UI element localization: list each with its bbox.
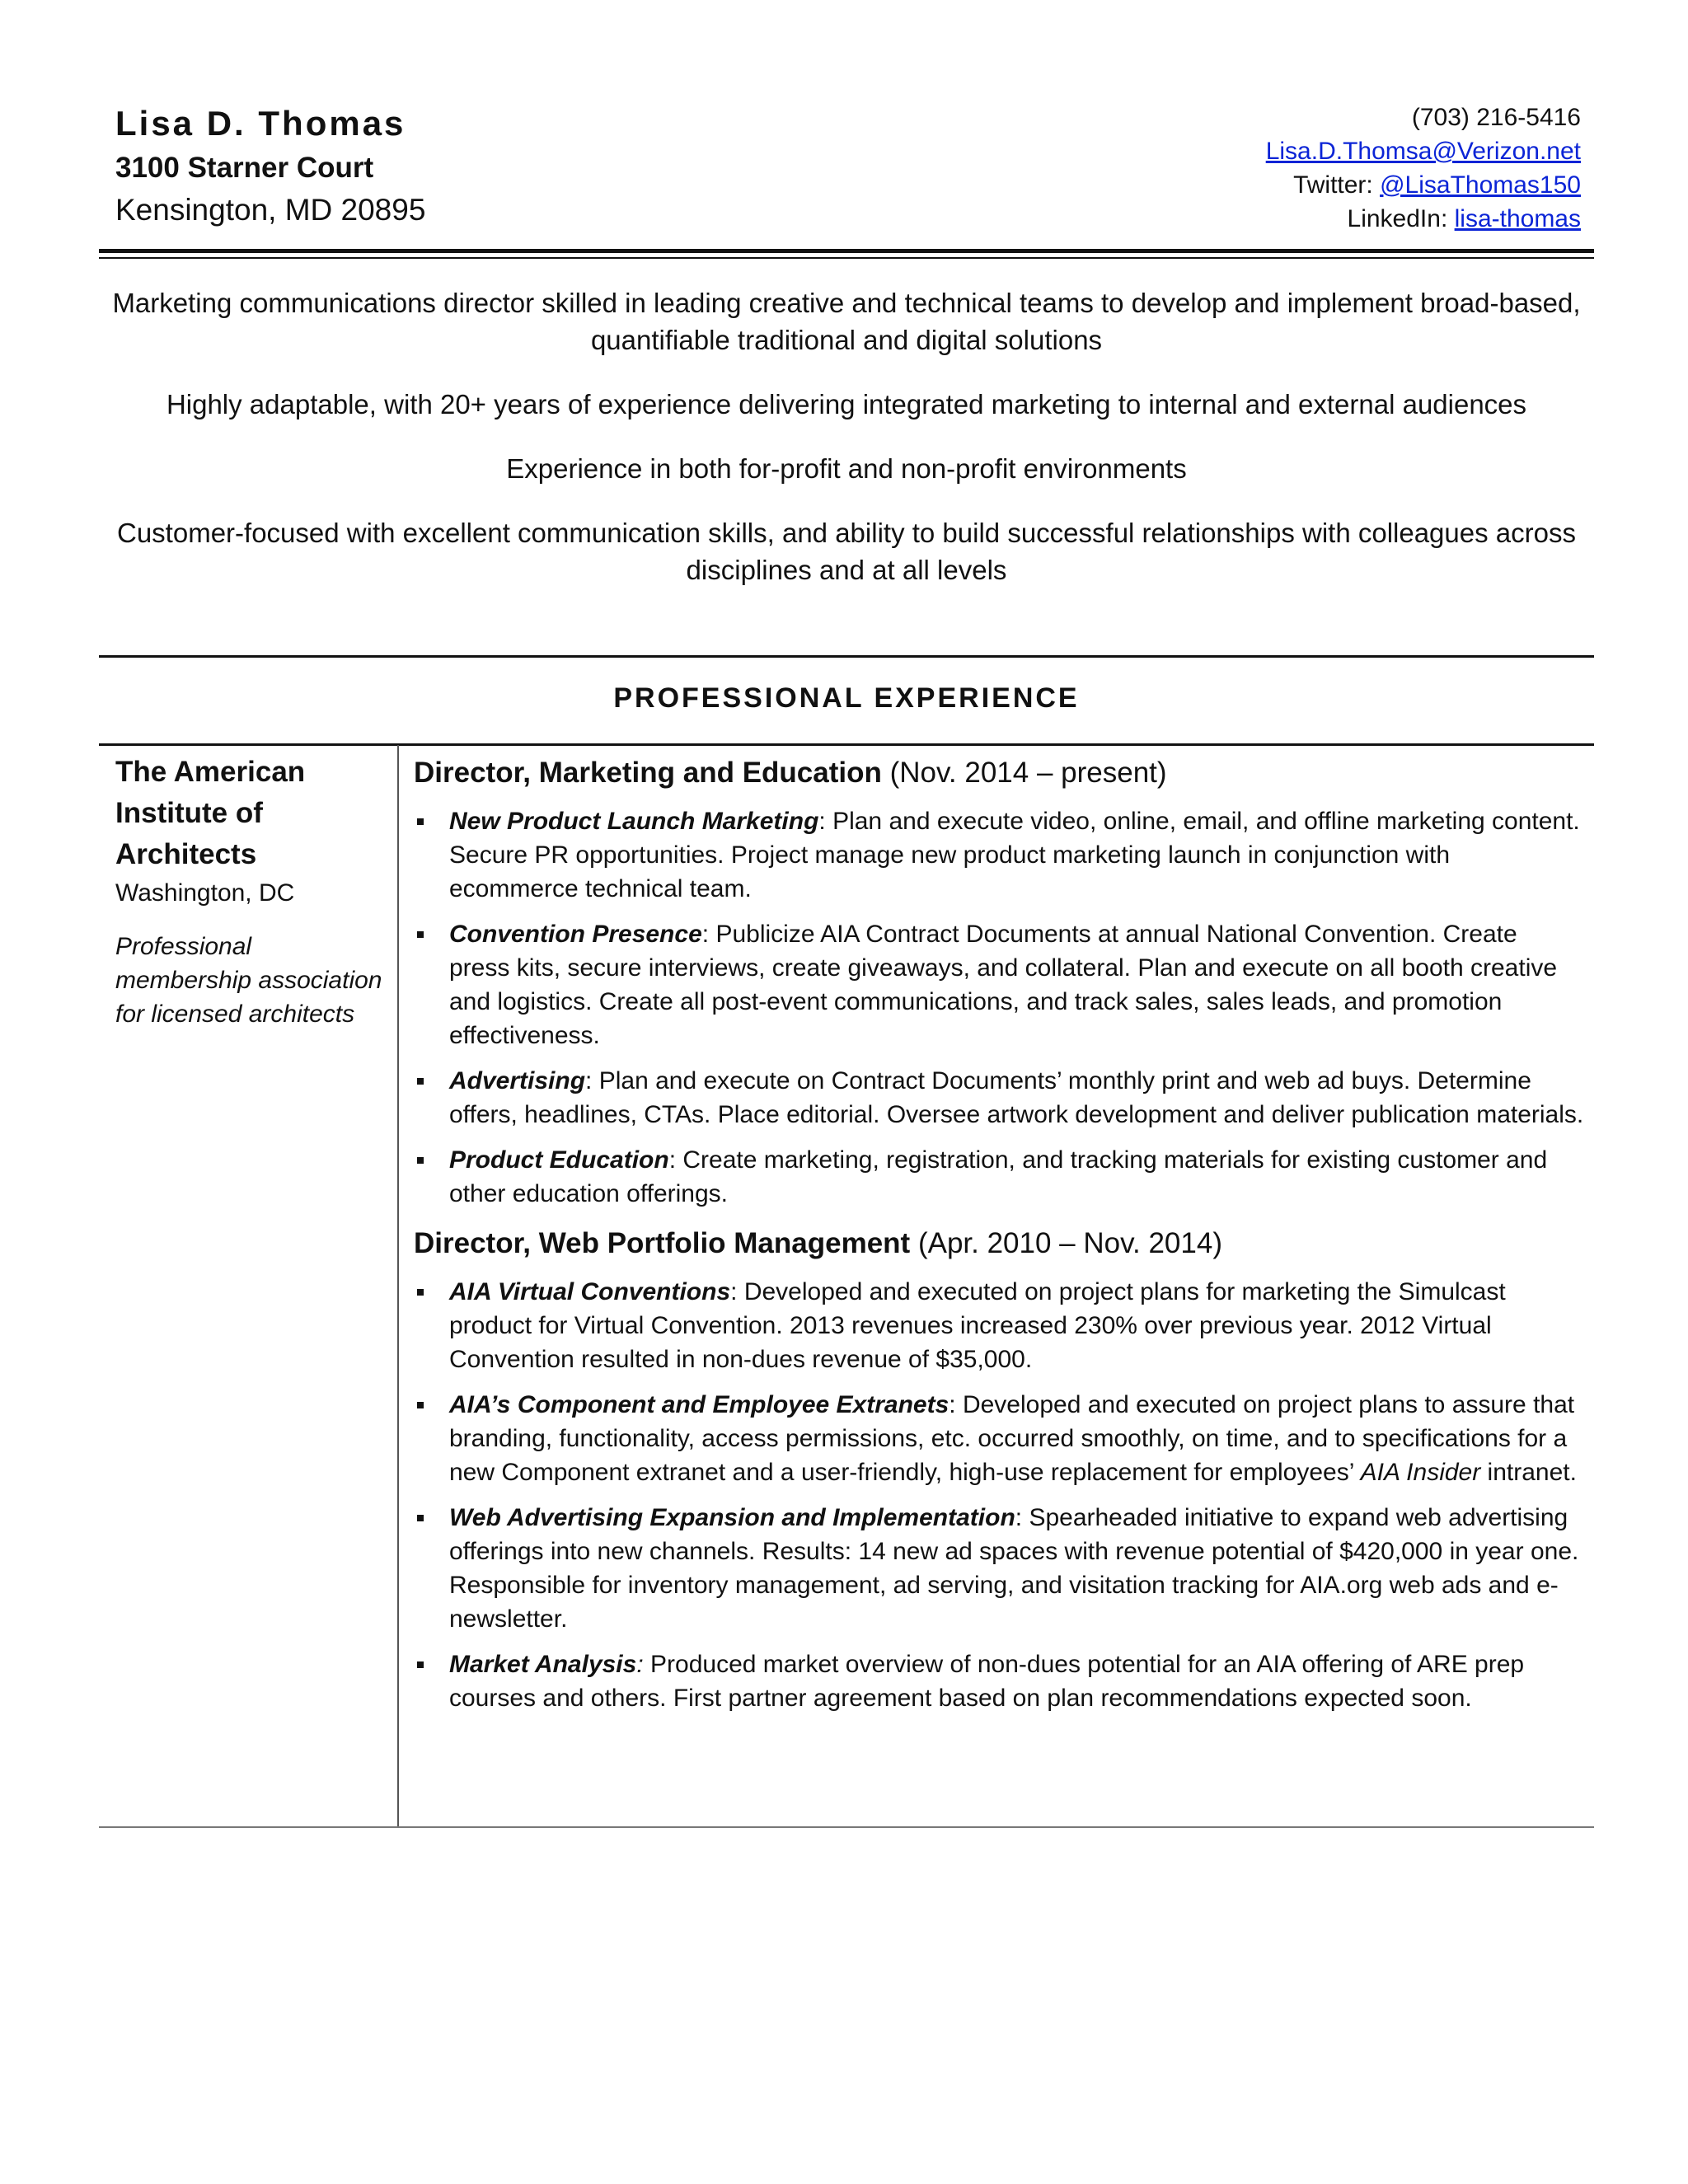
bullet-lead: AIA Virtual Conventions <box>449 1278 731 1305</box>
bullet-lead: Web Advertising Expansion and Implementation <box>449 1504 1015 1531</box>
linkedin-link[interactable]: lisa-thomas <box>1454 205 1581 232</box>
role-dates: (Nov. 2014 – present) <box>889 757 1167 789</box>
organization-column <box>115 752 387 1031</box>
bullet-square-icon <box>417 1661 424 1668</box>
organization-description: Professional membership association for licensed architects <box>115 933 382 1028</box>
list-item <box>414 1388 1584 1489</box>
bullet-lead: Advertising <box>449 1067 586 1094</box>
bullet-text: Publicize AIA Contract Documents at annual National Convention. Create press kits, secure interviews, create giveaways, and collateral. Plan and execute on all booth creative and logistics. Create all post-event communications, and track sales, sales leads, and promotion effectiveness. <box>449 921 1558 1049</box>
bullet-lead: Convention Presence <box>449 921 702 948</box>
bullet-separator: : <box>585 1067 593 1094</box>
bullet-square-icon <box>417 1157 424 1164</box>
bullet-lead: New Product Launch Marketing <box>449 808 819 835</box>
section-divider-bottom <box>99 743 1594 746</box>
bullet-square-icon <box>417 1289 424 1296</box>
bullet-text: Spearheaded initiative to expand web advertising offerings into new channels. Results: 14 new ad spaces with revenue potential of $420,000 in year one. Responsible for inventory management, ad serving, and visitation tracking for AIA.org web ads and e-newsletter. <box>449 1504 1579 1633</box>
bullet-square-icon <box>417 931 424 938</box>
contact-block-left <box>115 101 425 231</box>
bullet-text: Developed and executed on project plans for marketing the Simulcast product for Virtual Convention. 2013 revenues increased 230% over previous year. 2012 Virtual Convention resulted in non-dues revenue of $35,000. <box>449 1278 1506 1373</box>
list-item <box>414 804 1584 906</box>
bullet-text: Plan and execute video, online, email, and offline marketing content. Secure PR opportunities. Project manage new product marketing launch in conjunction with ecommerce technical team. <box>449 808 1580 902</box>
twitter-label: Twitter: <box>1293 171 1381 199</box>
list-item <box>414 1501 1584 1636</box>
section-heading: PROFESSIONAL EXPERIENCE <box>613 682 1080 714</box>
organization-name: The American Institute of Architects <box>115 756 306 870</box>
summary-line: Marketing communications director skilled in leading creative and technical teams to develop and implement broad-based, quantifiable traditional and digital solutions <box>112 288 1581 355</box>
summary-line: Experience in both for-profit and non-profit environments <box>506 453 1187 484</box>
bullet-separator: : <box>818 808 826 835</box>
summary-line: Highly adaptable, with 20+ years of experience delivering integrated marketing to internal and external audiences <box>166 389 1527 419</box>
role-heading <box>414 1222 1584 1265</box>
bullet-text-tail: intranet. <box>1480 1459 1577 1486</box>
header-divider-thin <box>99 257 1594 259</box>
list-item <box>414 1143 1584 1211</box>
experience-bottom-rule <box>99 1826 1594 1828</box>
bullet-separator: : <box>668 1146 677 1174</box>
list-item <box>414 1064 1584 1132</box>
bullet-lead: AIA’s Component and Employee Extranets <box>449 1391 950 1418</box>
list-item <box>414 1275 1584 1376</box>
bullet-square-icon <box>417 818 424 825</box>
linkedin-label: LinkedIn: <box>1347 205 1455 232</box>
bullet-separator: : <box>701 921 710 948</box>
street-address: 3100 Starner Court <box>115 152 374 184</box>
bullet-text: Create marketing, registration, and tracking materials for existing customer and other education offerings. <box>449 1146 1548 1207</box>
section-divider-top <box>99 655 1594 658</box>
summary-line: Customer-focused with excellent communication skills, and ability to build successful relationships with colleagues across disciplines and at all levels <box>117 518 1576 585</box>
summary-section <box>107 284 1586 616</box>
header-divider-thick <box>99 249 1594 253</box>
bullet-square-icon <box>417 1515 424 1521</box>
bullet-lead: Product Education <box>449 1146 669 1174</box>
bullet-separator: : <box>730 1278 738 1305</box>
list-item <box>414 917 1584 1052</box>
contact-block-right <box>1266 101 1581 236</box>
organization-location: Washington, DC <box>115 879 295 907</box>
bullet-lead: Market Analysis <box>449 1651 637 1678</box>
list-item <box>414 1647 1584 1715</box>
city-state-zip: Kensington, MD 20895 <box>115 193 426 227</box>
roles-column <box>414 752 1584 1727</box>
role-bullets <box>414 804 1584 1211</box>
bullet-text: Produced market overview of non-dues potential for an AIA offering of ARE prep courses and others. First partner agreement based on plan recommendations expected soon. <box>449 1651 1525 1712</box>
candidate-name: Lisa D. Thomas <box>115 104 406 143</box>
role-title: Director, Web Portfolio Management <box>414 1227 911 1259</box>
twitter-link[interactable]: @LisaThomas150 <box>1380 171 1581 199</box>
bullet-separator: : <box>1015 1504 1023 1531</box>
role-heading <box>414 752 1584 794</box>
email-link[interactable]: Lisa.D.Thomsa@Verizon.net <box>1265 138 1581 165</box>
role-title: Director, Marketing and Education <box>414 757 882 789</box>
bullet-separator: : <box>636 1651 644 1678</box>
bullet-square-icon <box>417 1402 424 1408</box>
bullet-text: Developed and executed on project plans to assure that branding, functionality, access permissions, etc. occurred smoothly, on time, and to specifications for a new Component extranet and a user-friendly, high-use replacement for employees’ <box>449 1391 1575 1486</box>
phone-number: (703) 216-5416 <box>1411 104 1581 131</box>
bullet-italic-phrase: AIA Insider <box>1360 1459 1481 1486</box>
bullet-text: Plan and execute on Contract Documents’ monthly print and web ad buys. Determine offers, headlines, CTAs. Place editorial. Oversee artwork development and deliver publication materials. <box>449 1067 1584 1128</box>
role-dates: (Apr. 2010 – Nov. 2014) <box>917 1227 1222 1259</box>
linkedin-line <box>1266 202 1581 236</box>
role-bullets <box>414 1275 1584 1715</box>
twitter-line <box>1266 168 1581 202</box>
column-divider <box>397 745 399 1826</box>
bullet-separator: : <box>949 1391 956 1418</box>
bullet-square-icon <box>417 1078 424 1085</box>
